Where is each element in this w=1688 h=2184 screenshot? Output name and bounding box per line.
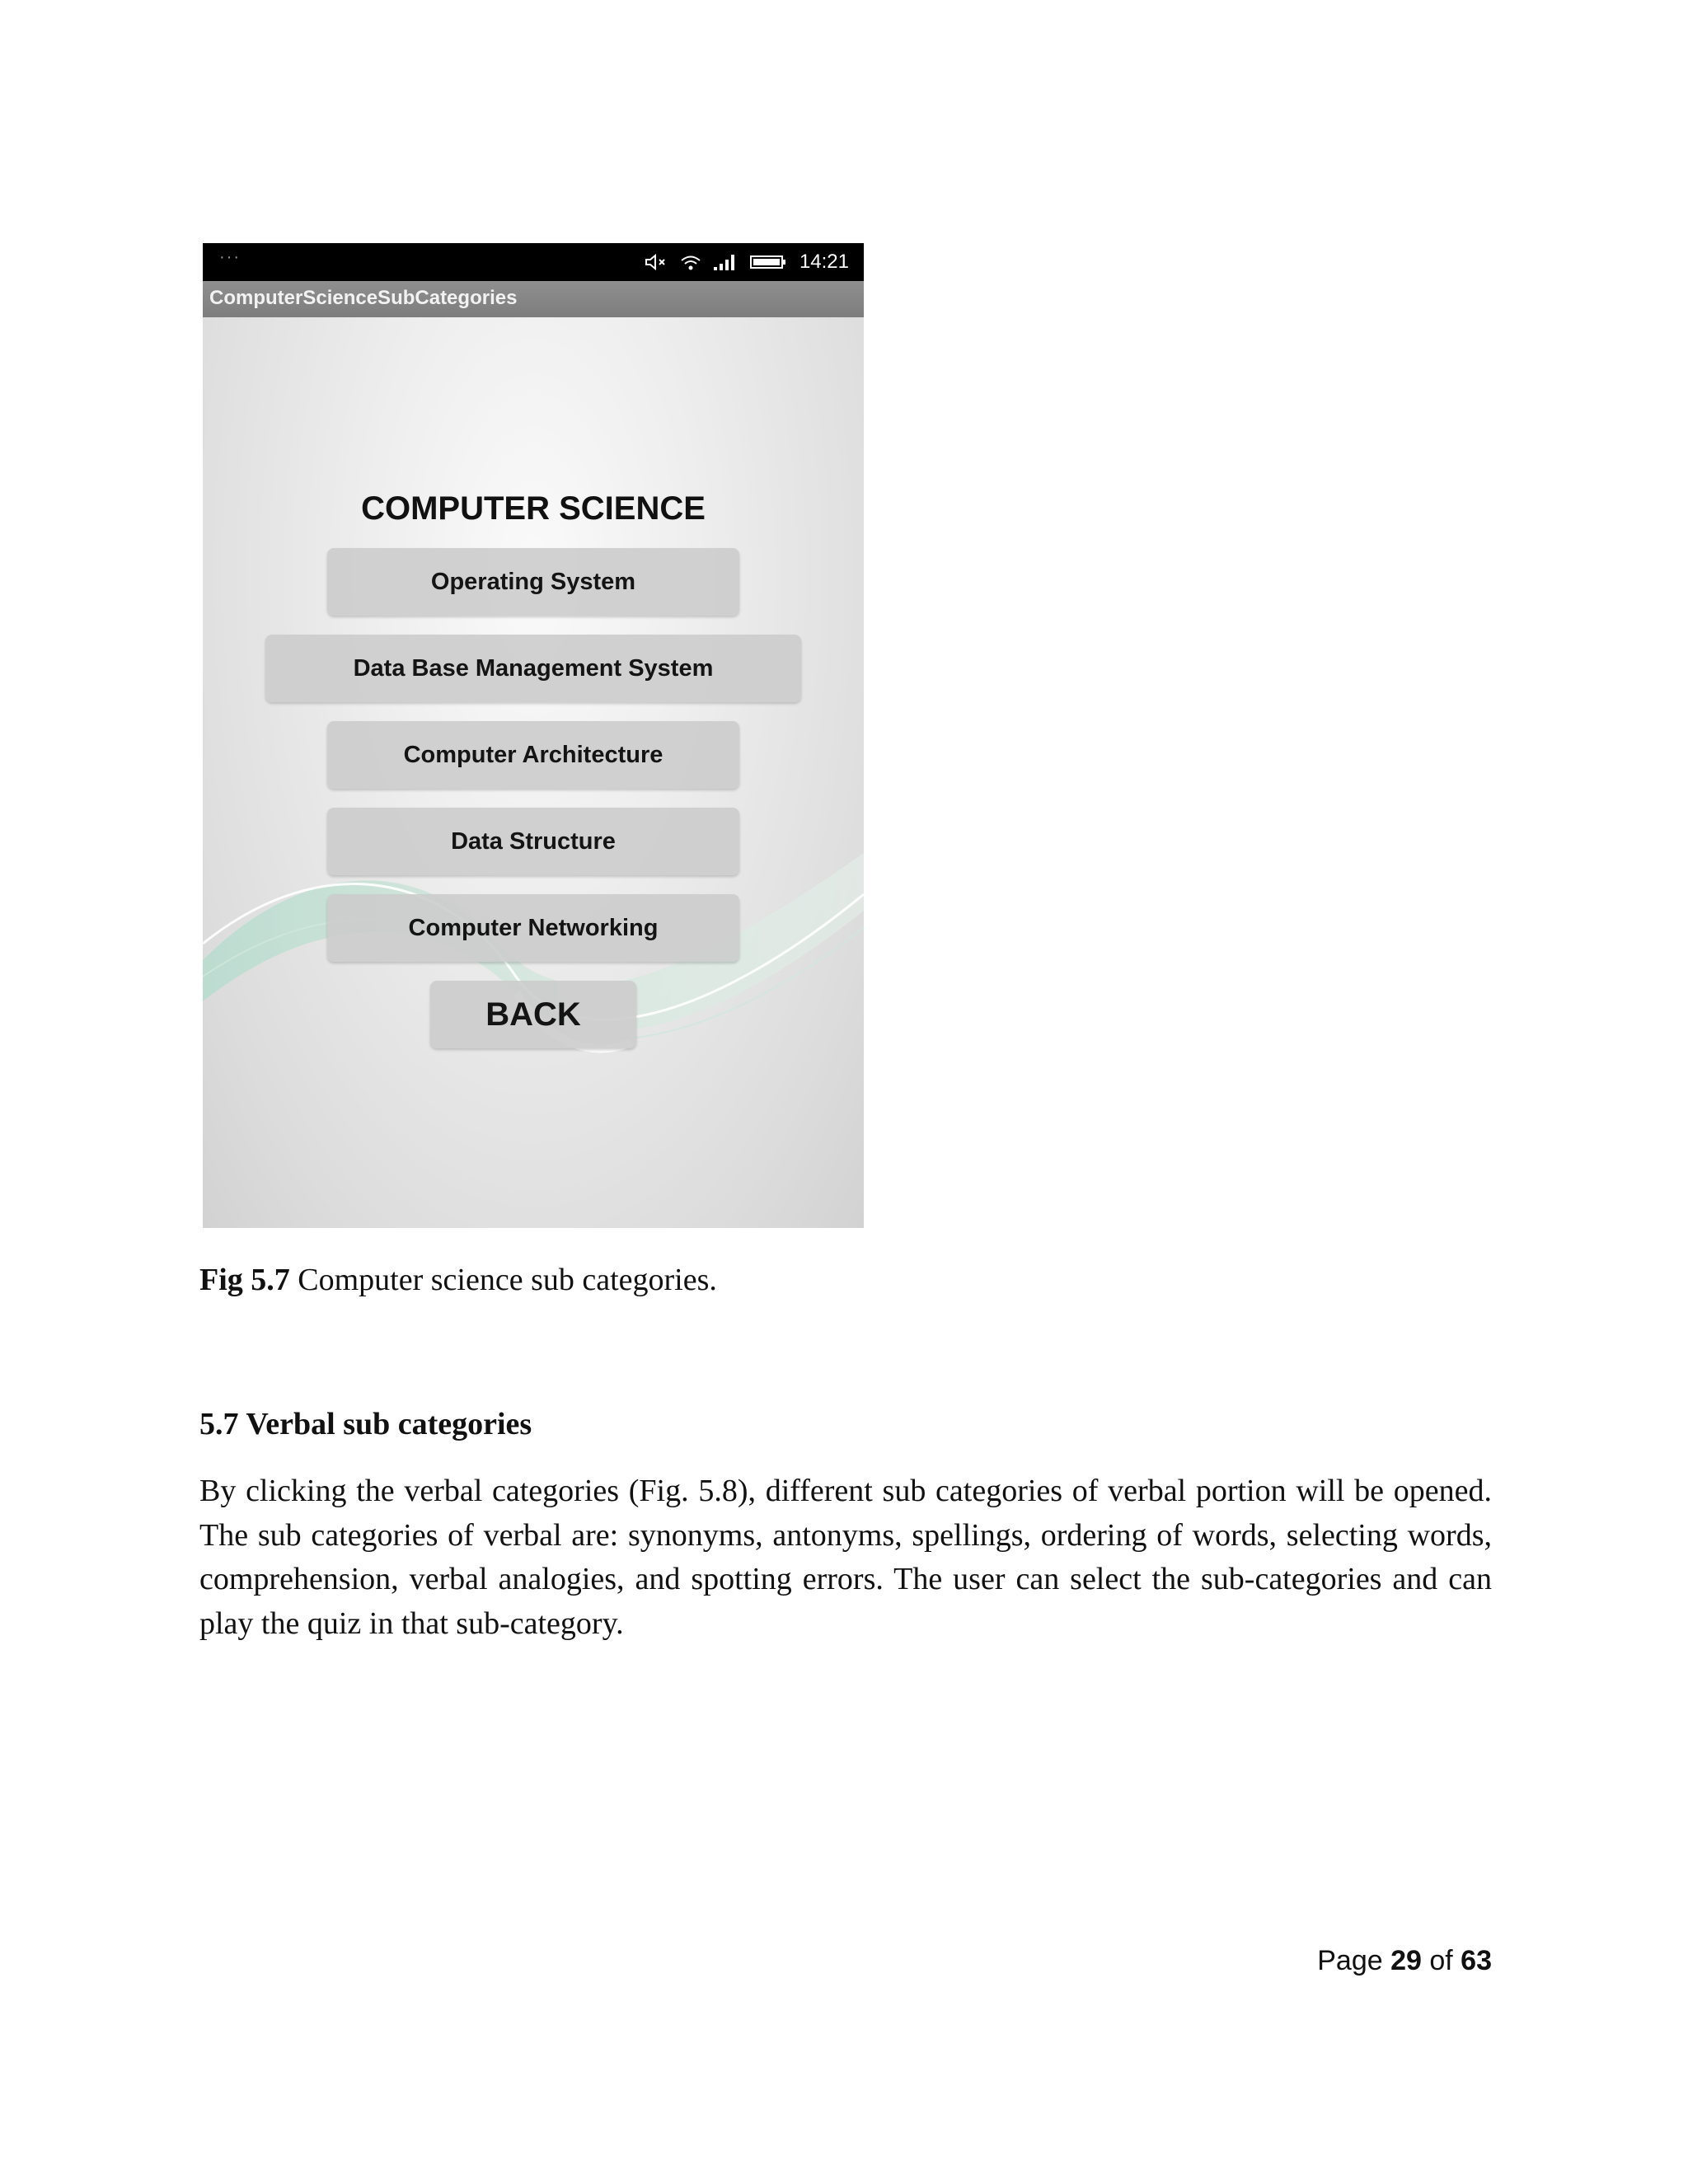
page-middle: of: [1421, 1945, 1461, 1976]
computer-networking-button[interactable]: Computer Networking: [327, 894, 739, 962]
figure-caption-text: Computer science sub categories.: [289, 1263, 717, 1297]
body-paragraph: By clicking the verbal categories (Fig. 5.8), different sub categories of verbal portion will be opened. The sub categories of verbal are: synonyms, antonyms, spellings, ordering of words, selecting words, comprehension, verbal analogies, and spotting errors. The user can select the sub-categories and can play the quiz in that sub-category.: [199, 1474, 1492, 1641]
status-icons: [645, 243, 849, 281]
computer-architecture-button[interactable]: Computer Architecture: [327, 721, 739, 789]
app-screen: [203, 317, 864, 1228]
mute-icon: [645, 252, 669, 272]
back-button[interactable]: BACK: [430, 981, 636, 1048]
signal-icon: [712, 252, 740, 272]
page-current: 29: [1390, 1945, 1422, 1976]
dbms-button[interactable]: Data Base Management System: [265, 635, 801, 702]
figure-caption: [199, 1258, 717, 1301]
status-overflow-dots: ···: [219, 248, 241, 266]
data-structure-button[interactable]: Data Structure: [327, 808, 739, 875]
status-time: 14:21: [799, 251, 849, 273]
action-bar: [203, 281, 864, 317]
operating-system-button[interactable]: Operating System: [327, 548, 739, 616]
page-total: 63: [1461, 1945, 1492, 1976]
battery-icon: [750, 252, 786, 272]
figure-label: Fig 5.7: [199, 1263, 290, 1297]
page-number: [1317, 1945, 1492, 1977]
wifi-icon: [679, 252, 702, 272]
page-prefix: Page: [1317, 1945, 1391, 1976]
app-screenshot: [203, 243, 864, 1228]
section-heading: 5.7 Verbal sub categories: [199, 1407, 532, 1441]
status-bar: [203, 243, 864, 281]
screen-title: COMPUTER SCIENCE: [361, 490, 706, 527]
action-bar-title: ComputerScienceSubCategories: [209, 287, 518, 309]
